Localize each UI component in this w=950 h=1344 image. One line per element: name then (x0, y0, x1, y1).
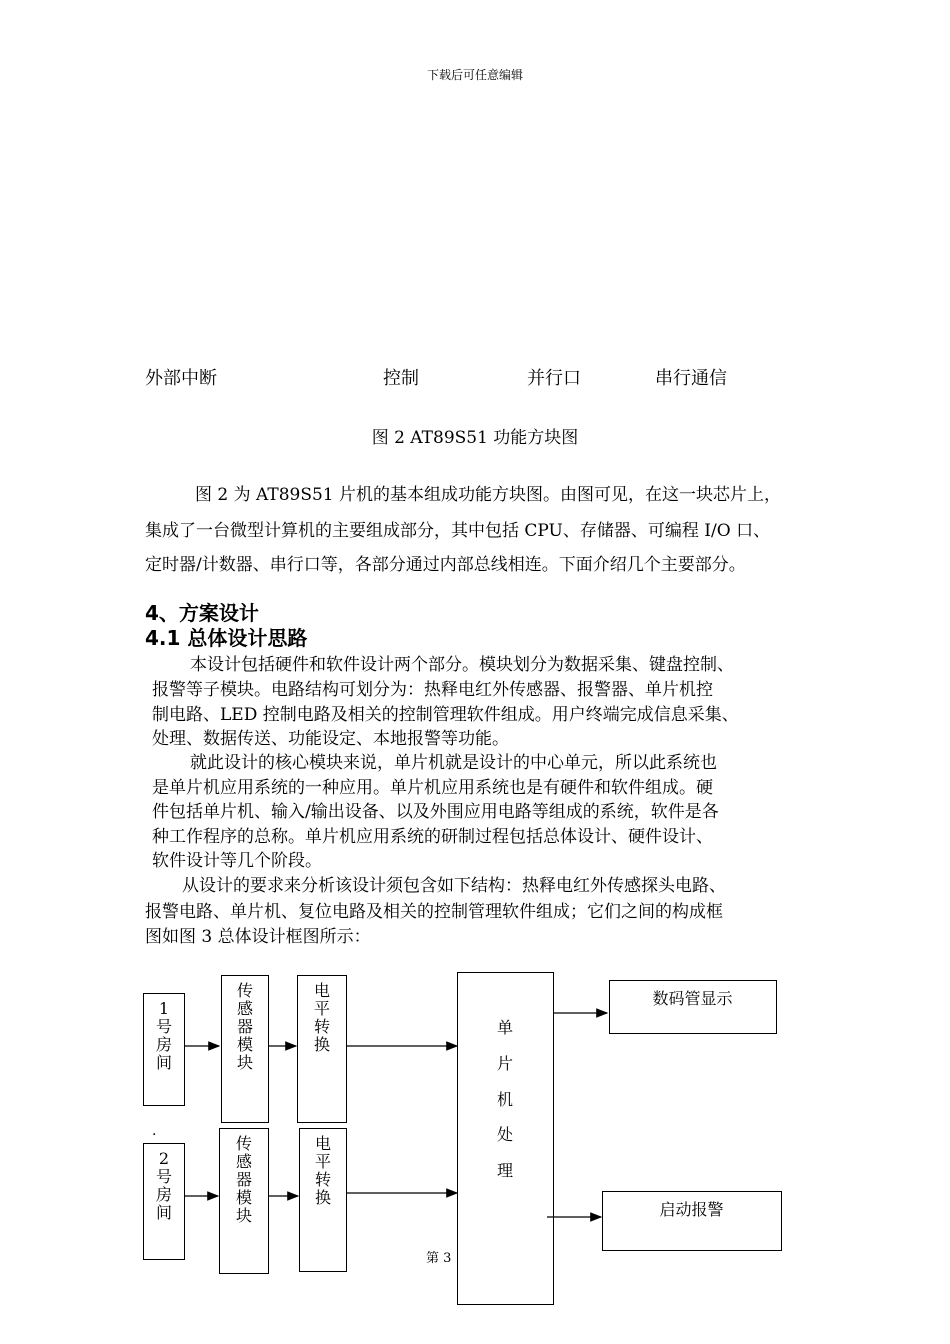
sensor2-box (219, 1128, 269, 1274)
mcu-char: 理 (496, 1161, 513, 1180)
body-line: 从设计的要求来分析该设计须包含如下结构：热释电红外传感探头电路、 (182, 876, 726, 896)
room1-label: 1号房间 (156, 999, 173, 1072)
alarm-label: 启动报警 (659, 1200, 724, 1219)
mcu-char: 片 (496, 1054, 513, 1073)
intro-line: 集成了一台微型计算机的主要组成部分，其中包括 CPU、存储器、可编程 I/O 口、 (145, 521, 771, 541)
level2-label: 电平转换 (314, 1134, 331, 1207)
body-line: 种工作程序的总称。单片机应用系统的研制过程包括总体设计、硬件设计、 (152, 827, 713, 847)
body-line: 本设计包括硬件和软件设计两个部分。模块划分为数据采集、键盘控制、 (190, 655, 734, 675)
body-line: 是单片机应用系统的一种应用。单片机应用系统也是有硬件和软件组成。硬 (152, 778, 713, 798)
sensor1-box (221, 975, 269, 1123)
alarm-box (602, 1191, 782, 1251)
sensor1-label: 传感器模块 (236, 981, 253, 1072)
body-line: 报警等子模块。电路结构可划分为：热释电红外传感器、报警器、单片机控 (152, 680, 713, 700)
level2-box (299, 1128, 347, 1272)
level1-label: 电平转换 (313, 981, 330, 1054)
body-line: 处理、数据传送、功能设定、本地报警等功能。 (152, 729, 509, 749)
room2-label: 2号房间 (156, 1149, 173, 1222)
label-parallel-port: 并行口 (527, 368, 581, 389)
mcu-char: 机 (496, 1090, 513, 1109)
page-header: 下载后可任意编辑 (426, 68, 523, 82)
room1-box (143, 993, 185, 1106)
display-label: 数码管显示 (652, 989, 733, 1008)
diagram-dot: . (152, 1123, 157, 1139)
page-footer: 第 3 (426, 1251, 452, 1266)
intro-line: 图 2 为 AT89S51 片机的基本组成功能方块图。由图可见，在这一块芯片上， (195, 485, 782, 505)
level1-box (297, 975, 347, 1123)
label-control: 控制 (383, 368, 419, 389)
body-line: 图如图 3 总体设计框图所示： (145, 927, 371, 947)
body-line: 报警电路、单片机、复位电路及相关的控制管理软件组成；它们之间的构成框 (145, 902, 723, 922)
body-line: 就此设计的核心模块来说，单片机就是设计的中心单元，所以此系统也 (190, 753, 717, 773)
figure2-caption: 图 2 AT89S51 功能方块图 (371, 428, 579, 448)
section-heading: 4、方案设计 (145, 601, 259, 625)
body-line: 件包括单片机、输入/输出设备、以及外围应用电路等组成的系统，软件是各 (152, 802, 719, 822)
sensor2-label: 传感器模块 (235, 1134, 252, 1225)
intro-line: 定时器/计数器、串行口等，各部分通过内部总线相连。下面介绍几个主要部分。 (145, 555, 746, 575)
body-line: 制电路、LED 控制电路及相关的控制管理软件组成。用户终端完成信息采集、 (152, 705, 739, 725)
mcu-char: 单 (496, 1018, 513, 1037)
mcu-char: 处 (496, 1125, 513, 1144)
room2-box (143, 1143, 185, 1260)
section-subheading: 4.1 总体设计思路 (145, 626, 308, 650)
mcu-box (457, 972, 554, 1305)
display-box (609, 980, 777, 1034)
label-external-interrupt: 外部中断 (145, 368, 217, 389)
label-serial-comm: 串行通信 (655, 368, 727, 389)
body-line: 软件设计等几个阶段。 (152, 851, 322, 871)
